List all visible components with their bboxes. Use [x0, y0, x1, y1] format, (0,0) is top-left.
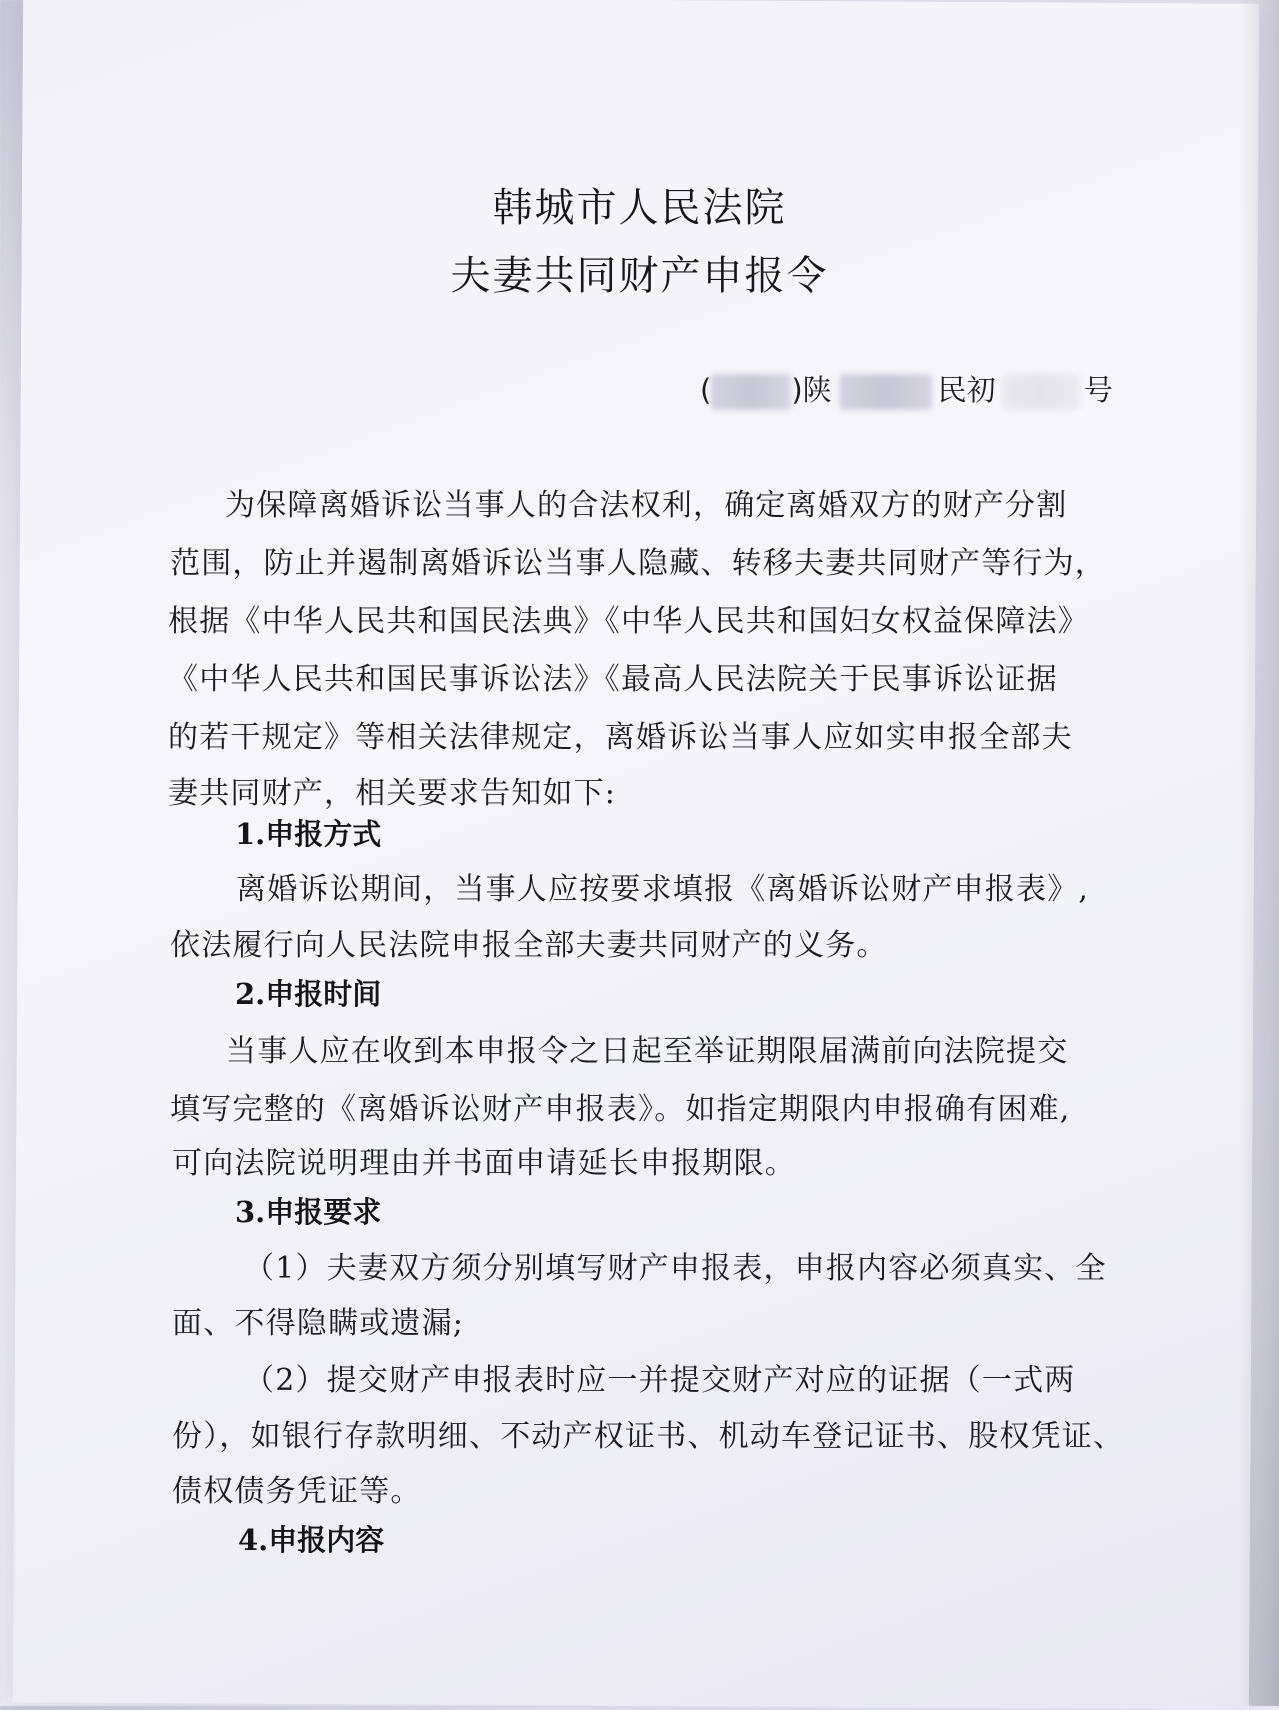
section-line: 离婚诉讼期间，当事人应按要求填报《离婚诉讼财产申报表》, — [236, 872, 1090, 907]
section-line: 填写完整的《离婚诉讼财产申报表》。如指定期限内申报确有困难, — [170, 1092, 1071, 1127]
court-name-title: 韩城市人民法院 — [492, 185, 787, 231]
document-title: 夫妻共同财产申报令 — [450, 253, 829, 299]
section-line: （1）夫妻双方须分别填写财产申报表，申报内容必须真实、全 — [244, 1251, 1107, 1286]
redacted-court-code — [840, 374, 932, 410]
intro-line: 妻共同财产，相关要求告知如下: — [168, 776, 617, 811]
section-line: 债权债务凭证等。 — [172, 1474, 422, 1509]
intro-line: 范围，防止并遏制离婚诉讼当事人隐藏、转移夫妻共同财产等行为， — [170, 546, 1106, 581]
case-number-province: 陕 — [802, 373, 832, 407]
section-line: 可向法院说明理由并书面申请延长申报期限。 — [172, 1146, 796, 1181]
case-number-suffix: 号 — [1083, 373, 1113, 407]
redacted-year — [711, 374, 791, 410]
intro-line: 的若干规定》等相关法律规定，离婚诉讼当事人应如实申报全部夫 — [168, 720, 1073, 755]
case-number-type: 民初 — [937, 373, 996, 407]
case-number-close-paren: ) — [791, 373, 803, 407]
section-heading: 4.申报内容 — [238, 1523, 385, 1557]
section-line: 当事人应在收到本申报令之日起至举证期限届满前向法院提交 — [226, 1034, 1069, 1069]
intro-line: 为保障离婚诉讼当事人的合法权利，确定离婚双方的财产分割 — [225, 488, 1068, 523]
section-heading: 3.申报要求 — [235, 1195, 382, 1229]
intro-line: 根据《中华人民共和国民法典》《中华人民共和国妇女权益保障法》 — [168, 604, 1089, 639]
case-number-open-paren: ( — [700, 373, 712, 407]
redacted-serial — [1002, 374, 1080, 410]
section-line: 面、不得隐瞒或遗漏; — [172, 1306, 465, 1341]
section-heading: 1.申报方式 — [235, 817, 382, 851]
section-heading: 2.申报时间 — [235, 977, 382, 1011]
intro-line: 《中华人民共和国民事诉讼法》《最高人民法院关于民事诉讼证据 — [168, 662, 1058, 697]
section-line: （2）提交财产申报表时应一并提交财产对应的证据（一式两 — [244, 1363, 1076, 1398]
section-line: 份），如银行存款明细、不动产权证书、机动车登记证书、股权凭证、 — [172, 1419, 1125, 1454]
case-number — [700, 368, 1113, 410]
section-line: 依法履行向人民法院申报全部夫妻共同财产的义务。 — [170, 928, 888, 963]
